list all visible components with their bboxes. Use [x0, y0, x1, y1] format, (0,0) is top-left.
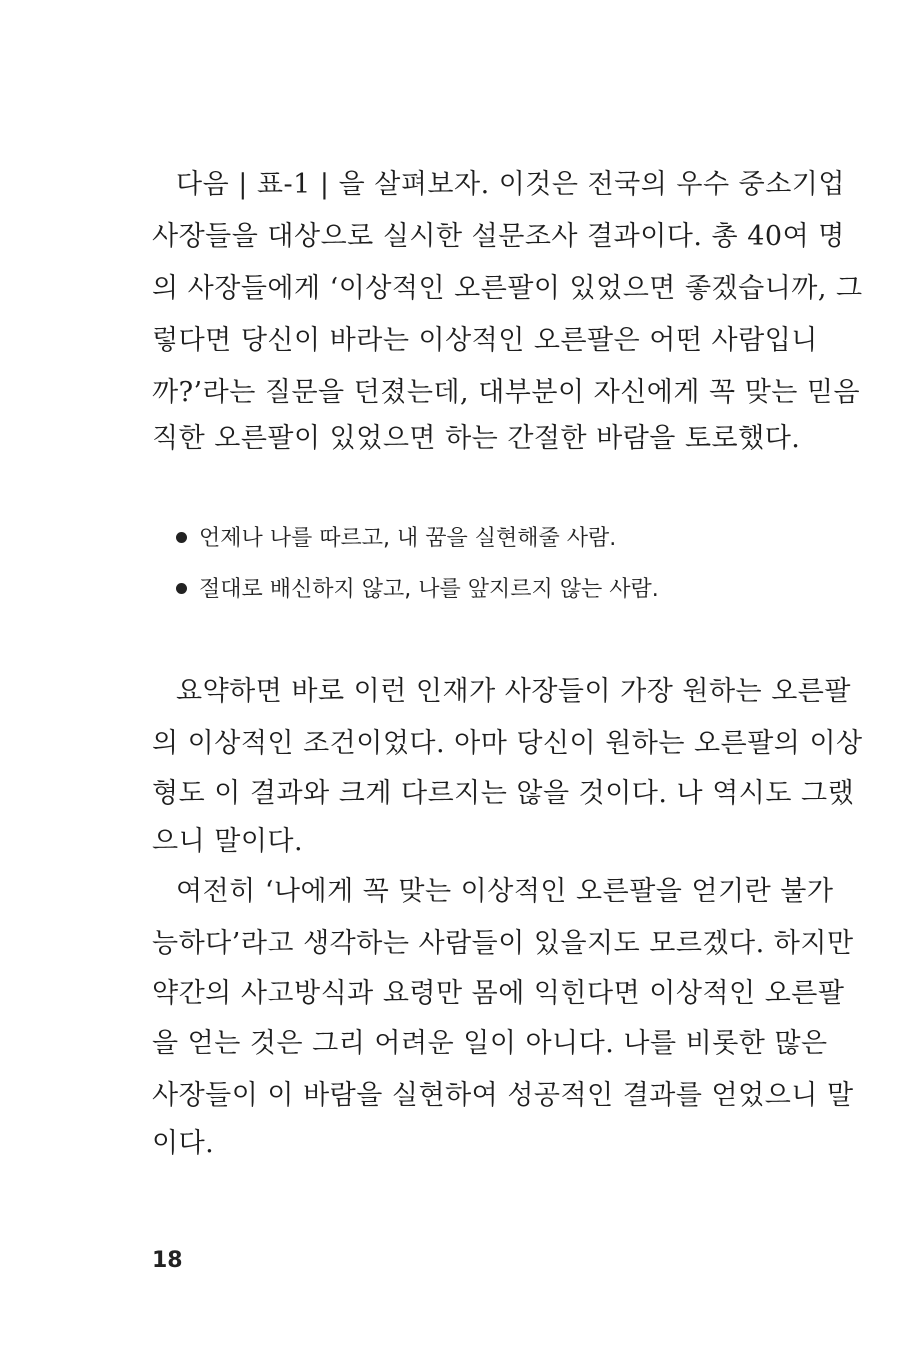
paragraph-1-line-2: 사장들을 대상으로 실시한 설문조사 결과이다. 총 40여 명 [152, 221, 845, 252]
bullet-item-2 [176, 574, 736, 606]
paragraph-3-line-2: 능하다’라고 생각하는 사람들이 있을지도 모르겠다. 하지만 [152, 928, 854, 959]
paragraph-3-line-4: 을 얻는 것은 그리 어려운 일이 아니다. 나를 비롯한 많은 [152, 1028, 828, 1059]
paragraph-3-line-5: 사장들이 이 바람을 실현하여 성공적인 결과를 얻었으니 말 [152, 1080, 854, 1111]
paragraph-2-line-3: 형도 이 결과와 크게 다르지는 않을 것이다. 나 역시도 그랬 [152, 778, 855, 809]
bullet-dot-icon [176, 583, 187, 594]
bullet-item-2-text: 절대로 배신하지 않고, 나를 앞지르지 않는 사람. [199, 577, 659, 602]
paragraph-3-line-6: 이다. [152, 1128, 215, 1159]
paragraph-1-line-1: 다음 | 표-1 | 을 살펴보자. 이것은 전국의 우수 중소기업 [176, 169, 845, 200]
paragraph-1-line-6: 직한 오른팔이 있었으면 하는 간절한 바람을 토로했다. [152, 423, 801, 454]
paragraph-1-line-3: 의 사장들에게 ‘이상적인 오른팔이 있었으면 좋겠습니까, 그 [152, 273, 863, 304]
bullet-item-1-text: 언제나 나를 따르고, 내 꿈을 실현해줄 사람. [199, 526, 617, 551]
paragraph-1-line-5: 까?’라는 질문을 던졌는데, 대부분이 자신에게 꼭 맞는 믿음 [152, 377, 861, 408]
paragraph-3-line-1: 여전히 ‘나에게 꼭 맞는 이상적인 오른팔을 얻기란 불가 [176, 876, 834, 907]
bullet-item-1 [176, 523, 736, 555]
paragraph-2-line-2: 의 이상적인 조건이었다. 아마 당신이 원하는 오른팔의 이상 [152, 728, 863, 759]
paragraph-3-line-3: 약간의 사고방식과 요령만 몸에 익힌다면 이상적인 오른팔 [152, 978, 845, 1009]
paragraph-1-line-4: 렇다면 당신이 바라는 이상적인 오른팔은 어떤 사람입니 [152, 325, 818, 356]
bullet-dot-icon [176, 532, 187, 543]
page-number: 18 [152, 1248, 183, 1273]
paragraph-2-line-4: 으니 말이다. [152, 826, 304, 857]
paragraph-2-line-1: 요약하면 바로 이런 인재가 사장들이 가장 원하는 오른팔 [176, 676, 851, 707]
